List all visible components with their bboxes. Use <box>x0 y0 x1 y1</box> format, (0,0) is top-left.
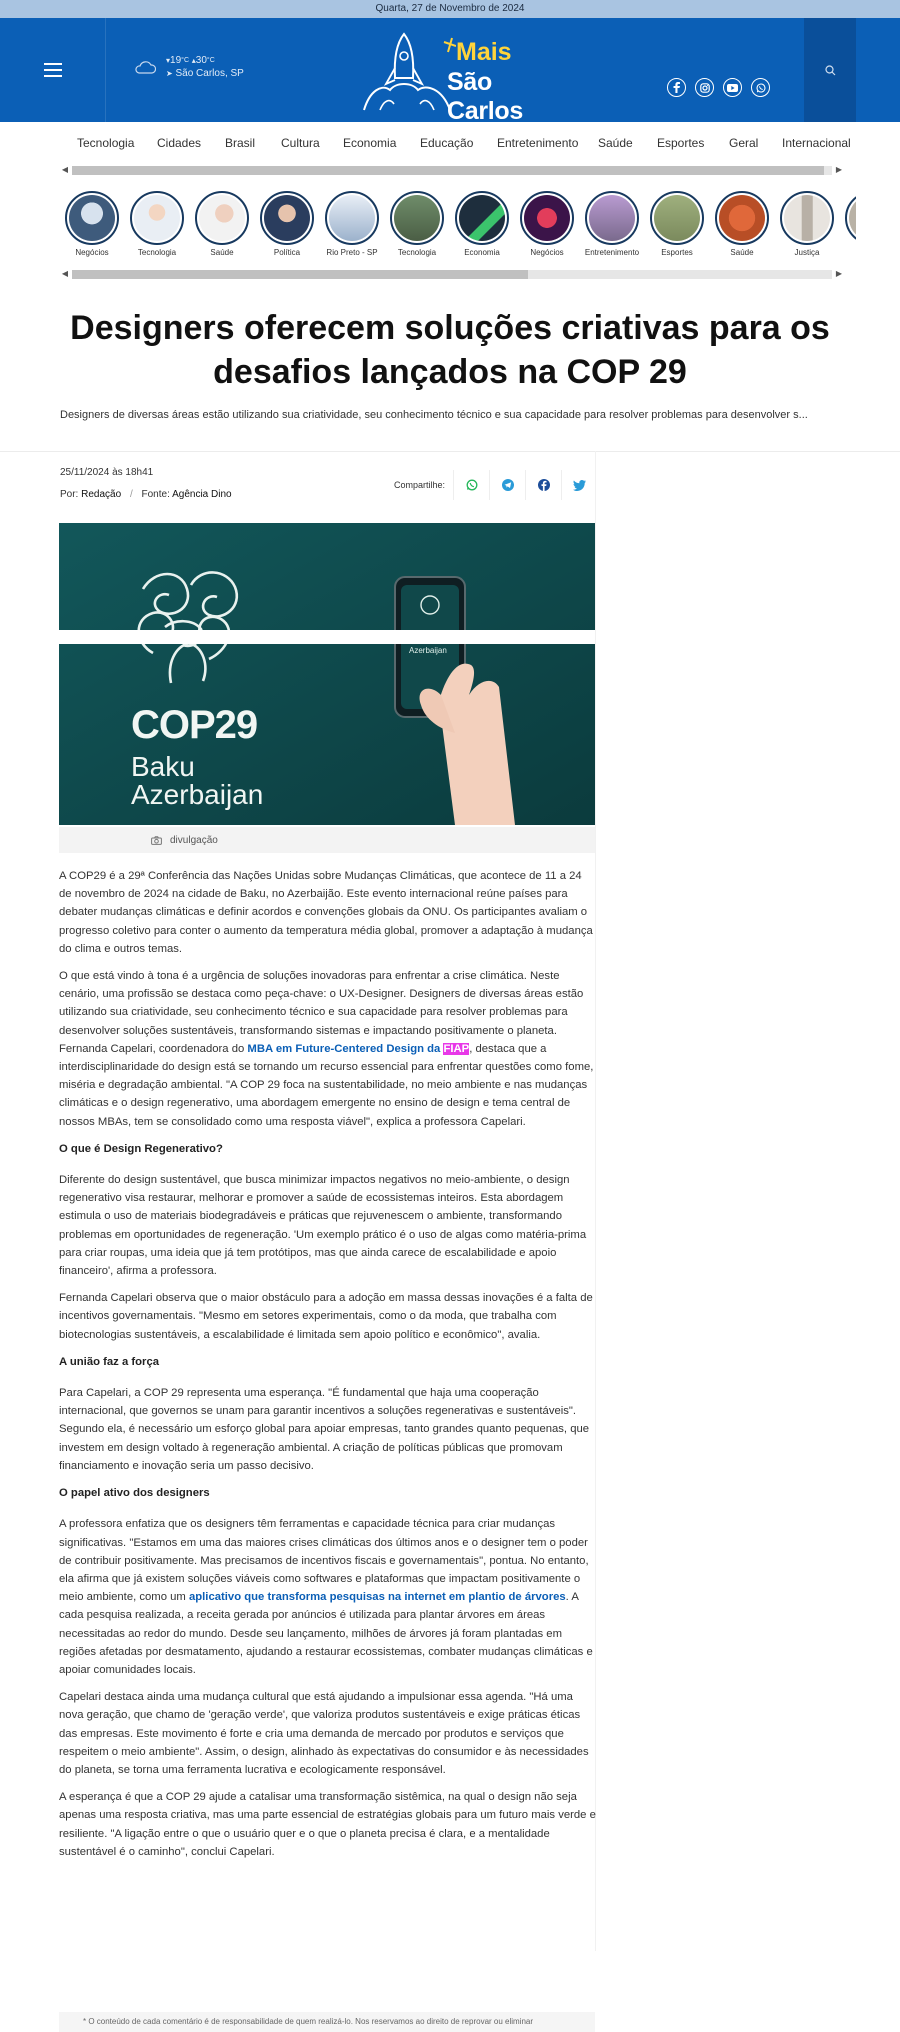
share-telegram-button[interactable] <box>489 470 525 500</box>
story-thumbnail <box>394 195 440 241</box>
stories-scrollbar[interactable] <box>60 268 844 280</box>
nav-item-educacao[interactable]: Educação <box>420 136 474 150</box>
story-item[interactable]: Tecnologia <box>125 191 189 257</box>
stories-carousel <box>60 191 856 263</box>
whatsapp-icon <box>466 479 478 491</box>
nav-item-internacional[interactable]: Internacional <box>782 136 851 150</box>
story-item[interactable]: Tecnologia <box>385 191 449 257</box>
section-heading: A união faz a força <box>59 1355 160 1368</box>
category-nav <box>0 122 900 166</box>
app-link[interactable]: aplicativo que transforma pesquisas na internet em plantio de árvores <box>188 1591 566 1604</box>
story-item[interactable]: Saúde <box>190 191 254 257</box>
story-item[interactable]: Economia <box>450 191 514 257</box>
story-item[interactable]: Esportes <box>645 191 709 257</box>
paragraph: Diferente do design sustentável, que busca minimizar impactos negativos no meio-ambiente, o design regenerativo visa restaurar, melhorar e promover a saúde de ecossistemas inteiros. Esta abordagem estimula o uso de materiais biodegradáveis e práticas que rejuvenescem o ambiente, transformando problemas em oportunidades de regeneração. 'Um exemplo prático é o uso de algas como matéria-prima para criar roupas, uma ideia que já tem protótipos, mas que ainda carece de escalabilidade e apoio financeiro', afirma a professora. <box>59 1174 587 1278</box>
current-date: Quarta, 27 de Novembro de 2024 <box>375 3 525 14</box>
rocket-logo-icon <box>360 28 456 114</box>
camera-icon <box>151 836 162 845</box>
story-thumbnail <box>329 195 375 241</box>
story-item[interactable]: Justiça <box>775 191 839 257</box>
publish-date: 25/11/2024 às 18h41 <box>60 467 154 478</box>
facebook-icon[interactable] <box>667 78 686 97</box>
nav-item-entretenimento[interactable]: Entretenimento <box>497 136 579 150</box>
paragraph: Capelari destaca ainda uma mudança cultural que está ajudando a impulsionar essa agenda. "Há uma nova geração, que chamo de 'geração verde', que valoriza produtos sustentáveis e exige práticas éticas das empresas. Este movimento é forte e cria uma demanda de mercado por produtos e serviços que respeitem o meio ambiente". Assim, o design, alinhado às expectativas do consumidor e às necessidades do planeta, se torna uma ferramenta lucrativa e ecologicamente responsável. <box>59 1691 589 1776</box>
nav-item-saude[interactable]: Saúde <box>598 136 633 150</box>
article-body <box>59 867 597 1870</box>
logo-text-bottom: São Carlos <box>447 68 524 125</box>
twitter-icon <box>573 480 586 491</box>
story-thumbnail <box>524 195 570 241</box>
temperature-range: $▾19^{^\circ C}$ $▴30^{^\circ C}$ <box>166 55 215 66</box>
story-item[interactable]: Entretenimento <box>580 191 644 257</box>
mba-link[interactable]: MBA em Future-Centered Design da FIAP <box>247 1042 470 1055</box>
nav-item-tecnologia[interactable]: Tecnologia <box>77 136 135 150</box>
story-thumbnail <box>654 195 700 241</box>
youtube-icon[interactable] <box>723 78 742 97</box>
weather-widget <box>134 54 244 80</box>
nav-item-economia[interactable]: Economia <box>343 136 397 150</box>
scroll-thumb[interactable] <box>72 166 824 175</box>
nav-item-cultura[interactable]: Cultura <box>281 136 320 150</box>
share-label: Compartilhe: <box>394 480 446 490</box>
paragraph: A COP29 é a 29ª Conferência das Nações Unidas sobre Mudanças Climáticas, que acontece de 11 a 24 de novembro de 2024 na cidade de Baku, no Azerbaijão. Este evento internacional reúne países para debater mudanças climáticas e definir acordos e convenções globais da ONU. Os participantes avaliam o progresso coletivo para conter o aumento da temperatura média global, promover a adaptação à mudança do clima e outros temas. <box>59 870 593 955</box>
cloud-icon <box>134 60 156 74</box>
scroll-left-icon[interactable]: ◀ <box>61 165 69 174</box>
image-city: Baku <box>131 751 195 782</box>
section-heading: O papel ativo dos designers <box>59 1487 210 1500</box>
image-gap <box>59 630 595 644</box>
article-title: Designers oferecem soluções criativas para os desafios lançados na COP 29 <box>70 309 830 391</box>
nav-item-brasil[interactable]: Brasil <box>225 136 256 150</box>
paragraph: A esperança é que a COP 29 ajude a catalisar uma transformação sistêmica, na qual o design não seja apenas uma resposta criativa, mas uma parte essencial de estratégias globais para um futuro mais verde e resiliente. "A ligação entre o que o usuário quer e o que o planeta precisa é clara, e a mentalidade sustentável é o caminho", conclui Capelari. <box>59 1791 596 1858</box>
search-button[interactable] <box>804 18 856 122</box>
story-item[interactable]: Negócios <box>60 191 124 257</box>
telegram-icon <box>502 479 514 491</box>
story-thumbnail <box>849 195 856 241</box>
scroll-right-icon[interactable]: ▶ <box>835 269 843 278</box>
story-thumbnail <box>69 195 115 241</box>
scroll-left-icon[interactable]: ◀ <box>61 269 69 278</box>
story-item[interactable] <box>840 191 856 245</box>
image-brand: COP29 <box>131 703 258 747</box>
menu-button[interactable] <box>0 18 106 122</box>
whatsapp-icon[interactable] <box>751 78 770 97</box>
divider <box>0 451 900 452</box>
nav-item-geral[interactable]: Geral <box>729 136 759 150</box>
social-links <box>667 78 770 97</box>
story-thumbnail <box>784 195 830 241</box>
story-thumbnail <box>264 195 310 241</box>
featured-image[interactable] <box>59 523 595 825</box>
paragraph: O que está vindo à tona é a urgência de soluções inovadoras para enfrentar a crise climática. Neste cenário, uma profissão se destaca como peça-chave: o UX-Designer. Designers de diversas áreas estão utilizando sua criatividade, seu conhecimento técnico e sua capacidade para resolver problemas para desenvolver soluções sustentáveis, transformando sistemas e impactando positivamente o planeta. Fernanda Capelari, coordenadora do MBA em Future-Centered Design da FIAP, destaca que a interdisciplinaridade do design está se tornando um recurso essencial para enfrentar questões como fome, miséria e degradação ambiental. "A COP 29 foca na sustentabilidade, no meio ambiente e nas mudanças climáticas e o design regenerativo, uma abordagem emergente no ensino de design e tema central de nossos MBAs, tem se consolidado como uma resposta viável", explica a professora Capelari. <box>59 970 594 1128</box>
story-item[interactable]: Negócios <box>515 191 579 257</box>
scroll-thumb[interactable] <box>72 270 528 279</box>
share-twitter-button[interactable] <box>561 470 597 500</box>
comments-disclaimer: * O conteúdo de cada comentário é de responsabilidade de quem realizá-lo. Nos reservamos ao direito de reprovar ou eliminar <box>59 2012 595 2032</box>
story-thumbnail <box>719 195 765 241</box>
story-item[interactable]: Saúde <box>710 191 774 257</box>
nav-item-cidades[interactable]: Cidades <box>157 136 202 150</box>
category-scrollbar[interactable] <box>60 164 844 176</box>
share-whatsapp-button[interactable] <box>453 470 489 500</box>
phone-screen-text: Azerbaijan <box>409 646 447 655</box>
author-name: Redação <box>81 489 122 500</box>
logo-text-top: Mais <box>456 38 512 66</box>
nav-item-esportes[interactable]: Esportes <box>657 136 705 150</box>
byline: Por: Redação / Fonte: Agência Dino <box>60 489 232 500</box>
weather-location: ➤ São Carlos, SP <box>166 68 244 79</box>
source-name: Agência Dino <box>172 489 232 500</box>
share-facebook-button[interactable] <box>525 470 561 500</box>
fiap-highlight: FIAP <box>443 1042 470 1055</box>
facebook-icon <box>538 479 550 491</box>
story-thumbnail <box>134 195 180 241</box>
date-bar <box>0 0 900 18</box>
paragraph: Para Capelari, a COP 29 representa uma esperança. "É fundamental que haja uma cooperação internacional, que governos se unam para garantir incentivos a soluções regenerativas e sustentáveis". Segundo ela, é necessário um esforço global para apoiar empresas, tanto grandes quanto pequenas, que investem em design voltado à regeneração ambiental. A criação de políticas públicas que promovam financiamento e inovação seria um passo decisivo. <box>59 1387 590 1472</box>
story-thumbnail <box>199 195 245 241</box>
story-thumbnail <box>459 195 505 241</box>
story-item[interactable]: Rio Preto - SP <box>320 191 384 257</box>
article-summary: Designers de diversas áreas estão utilizando sua criatividade, seu conhecimento técnico e sua capacidade para resolver problemas para desenvolver s... <box>60 409 808 421</box>
hamburger-icon <box>44 63 62 77</box>
scroll-right-icon[interactable]: ▶ <box>835 165 843 174</box>
story-item[interactable]: Política <box>255 191 319 257</box>
image-country: Azerbaijan <box>131 779 264 810</box>
search-icon <box>825 65 836 76</box>
image-caption: divulgação <box>59 827 595 853</box>
location-arrow-icon: ➤ <box>166 69 173 78</box>
share-bar <box>394 470 597 500</box>
story-thumbnail <box>589 195 635 241</box>
site-header <box>0 18 900 125</box>
paragraph: Fernanda Capelari observa que o maior obstáculo para a adoção em massa dessas inovações é a falta de incentivos governamentais. "Mesmo em setores experimentais, como o da moda, que trabalha com biotecnologias sustentáveis, a escalabilidade é limitada sem apoio político e econômico", avalia. <box>59 1292 593 1341</box>
paragraph: A professora enfatiza que os designers têm ferramentas e capacidade técnica para criar mudanças significativas. "Estamos em uma das maiores crises climáticas dos últimos anos e o designer tem o poder de contribuir positivamente. Mas precisamos de incentivos fiscais e governamentais", pontua. No entanto, ela afirma que já existem soluções viáveis como softwares e plataformas que impactam positivamente o meio ambiente, como um aplicativo que transforma pesquisas na internet em plantio de árvores. A cada pesquisa realizada, a receita gerada por anúncios é utilizada para plantar árvores em áreas necessitadas ao redor do mundo. Desde seu lançamento, milhões de árvores já foram plantadas em regiões afetadas por desmatamento, ajudando a restaurar ecossistemas, combater mudanças climáticas e apoiar comunidades locais. <box>59 1518 593 1676</box>
site-logo[interactable] <box>360 28 560 125</box>
section-heading: O que é Design Regenerativo? <box>59 1142 223 1155</box>
instagram-icon[interactable] <box>695 78 714 97</box>
